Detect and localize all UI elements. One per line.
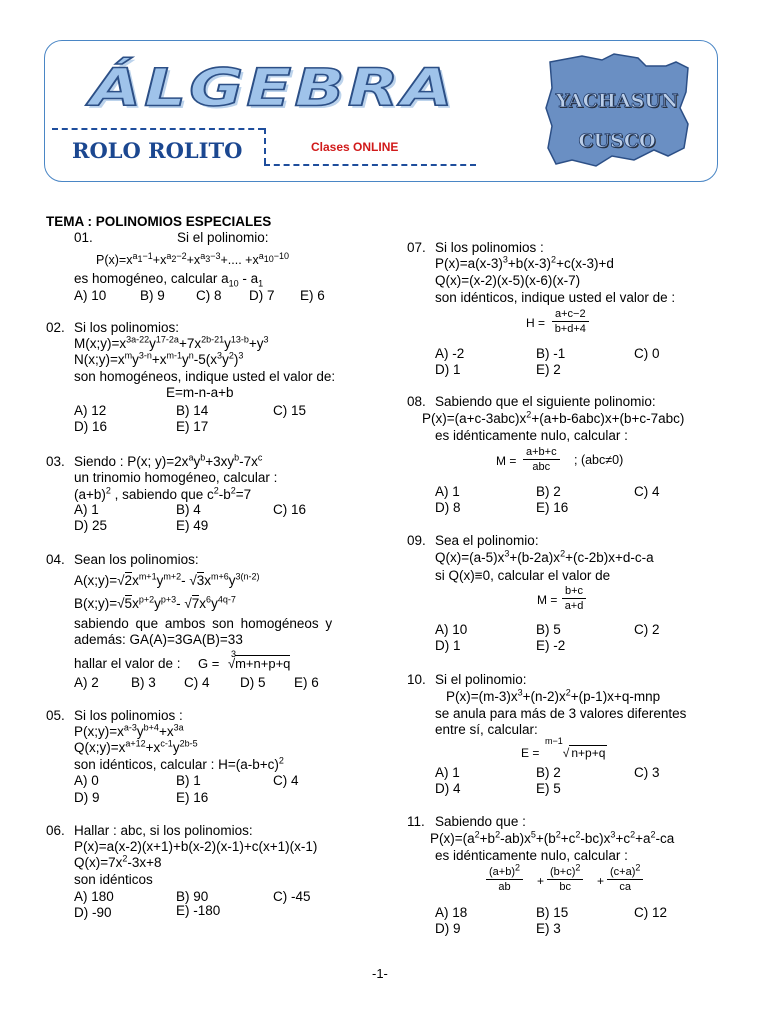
problem-number: 05. [46,708,65,723]
option: E) -180 [176,903,221,918]
option: A) 18 [435,905,468,920]
radical-expression: G = $^3$√m+n+p+q [198,648,291,671]
polynomial-expression: $P(x;y)=x^{a-3}y^{b+4}+x^{3a}$ [74,722,184,739]
option: D) 1 [435,362,461,377]
dashed-divider [52,128,264,130]
problem-number: 04. [46,552,65,567]
problem-number: 06. [46,823,65,838]
polynomial-expression: $Q(x;y)=x^{a+12}+x^{c-1}y^{2b-5}$ [74,738,198,755]
target-label: M = [537,593,558,607]
problem-intro: Sabiendo que : [435,814,526,829]
polynomial-expression: $P(x)=(m-3)x^3+(n-2)x^2+(p-1)x+q$-mnp [446,687,661,704]
problem-number: 01. [74,230,93,245]
problem-line: un trinomio homogéneo, calcular : [74,470,278,485]
option: A) 10 [74,288,107,303]
option: B) 2 [536,484,561,499]
badge-line-yachasun: YACHASUN [555,90,679,112]
polynomial-expression: $P(x)=a(x-3)^3+b(x-3)^2+c(x-3)+d$ [435,254,614,271]
problem-number: 09. [407,533,426,548]
plus-sign: + [597,874,605,888]
option: D) 9 [74,790,100,805]
polynomial-expression: $N(x;y)=x^my^{3-n}+x^{m-1}y^n-5(x^3y^2)^3$ [74,350,244,367]
polynomial-expression: P(x)=a(x-2)(x+1)+b(x-2)(x-1)+c(x+1)(x-1) [74,839,318,854]
fraction: a+b+c abc [523,446,560,473]
option: C) 4 [184,675,210,690]
cusco-map-badge [542,52,692,170]
polynomial-expression: $B(x;y)=√5x^{p+2}y^{p+3}-$ $√7x^6y^{4q-7}$ [74,594,236,611]
option: E) 17 [176,419,209,434]
problem-line: es idénticamente nulo, calcular : [435,848,628,863]
option: A) -2 [435,346,465,361]
option: A) 12 [74,403,107,418]
option: D) 25 [74,518,108,533]
polynomial-expression: $M(x;y)=x^{3a-22}y^{17-2a}+7x^{2b-21}y^{13-b}+y^3$ [74,334,269,351]
target-label: M = [496,454,517,468]
option: E) 2 [536,362,561,377]
condition: ; (abc≠0) [574,453,624,467]
option: B) 90 [176,889,209,904]
brand-name: ROLO ROLITO [72,138,243,163]
option: A) 10 [435,622,468,637]
option: B) 15 [536,905,569,920]
option: C) 16 [273,502,307,517]
option: E) 6 [300,288,325,303]
problem-intro: Si el polinomio: [435,672,527,687]
option: E) 16 [536,500,569,515]
topic-heading: TEMA : POLINOMIOS ESPECIALES [46,214,272,229]
dashed-divider [264,128,266,164]
page-number: -1- [372,966,388,981]
problem-line: se anula para más de 3 valores diferentes [435,706,687,721]
option: C) 4 [634,484,660,499]
option: B) 4 [176,502,201,517]
polynomial-expression: $P(x)=(a+c-3abc)x^2+(a+b-6abc)x+(b+c-7abc)$ [422,409,685,426]
problem-task: son homogéneos, indique usted el valor de: [74,369,336,384]
problem-line: si Q(x)≡0, calcular el valor de [435,568,611,583]
problem-number: 07. [407,240,426,255]
polynomial-expression: $A(x;y)=√2x^{m+1}y^{m+2}-$ $√3x^{m+6}y^{3(n-2)}$ [74,571,260,588]
option: E) 3 [536,921,561,936]
problem-line: es idénticamente nulo, calcular : [435,428,628,443]
target-label: H = [526,316,546,330]
option: C) 0 [634,346,660,361]
option: A) 1 [74,502,99,517]
option: C) 15 [273,403,307,418]
option: D) 9 [435,921,461,936]
problem-intro: Si los polinomios : [74,708,183,723]
problem-number: 11. [407,814,425,829]
option: C) 4 [273,773,299,788]
problem-task: es homogéneo, calcular $a_{10} - a_1$ [74,271,264,289]
option: A) 1 [435,765,460,780]
option: A) 0 [74,773,99,788]
option: E) 6 [294,675,319,690]
problem-number: 08. [407,394,426,409]
problem-intro: Si los polinomios: [74,320,180,335]
option: B) 9 [140,288,165,303]
plus-sign: + [537,874,545,888]
option: D) 8 [435,500,461,515]
polynomial-expression: $P(x)=x^{a_1-1}+x^{a_2-2}+x^{a_3-3}+$.... $+x^{a_{10}-10}$ [96,250,290,267]
target-expression: E=m-n-a+b [166,385,234,400]
radical-expression: $^{m-1}$√ n+p+q [545,736,606,760]
problem-line: son idénticos [74,872,153,887]
badge-line-cusco: CUSCO [578,130,656,152]
problem-intro: Siendo : P(x; $y)=2x^ay^b+3xy^b-7x^c$ [74,452,263,469]
option: E) 5 [536,781,561,796]
option: C) 8 [196,288,222,303]
option: B) 1 [176,773,201,788]
option: E) 49 [176,518,209,533]
option: D) -90 [74,905,112,920]
option: A) 2 [74,675,99,690]
option: C) 12 [634,905,668,920]
polynomial-expression: $Q(x)=7x^2-3x+8$ [74,853,162,870]
option: D) 5 [240,675,266,690]
problem-line: además: GA(A)=3GA(B)=33 [74,632,243,647]
subtitle-online: Clases ONLINE [311,140,399,154]
option: D) 1 [435,638,461,653]
polynomial-expression: $P(x)=(a^2+b^2-ab)x^5+(b^2+c^2-bc)x^3+c^2+a^2-ca$ [430,829,675,846]
problem-intro: Si el polinomio: [177,230,269,245]
problem-number: 03. [46,454,65,469]
algebra-logo-title: ÁLGEBRA [90,58,456,119]
problem-intro: Sabiendo que el siguiente polinomio: [435,394,656,409]
problem-intro: Hallar : abc, si los polinomios: [74,823,253,838]
option: D) 7 [249,288,275,303]
problem-line: entre sí, calcular: [435,722,538,737]
option: A) 1 [435,484,460,499]
problem-intro: Sean los polinomios: [74,552,199,567]
polynomial-expression: $Q(x)=(a-5)x^3+(b-2a)x^2+(c-2b)x+d-c-a$ [435,548,654,565]
problem-line: $(a+b)^2$ , sabiendo que $c^2-b^2=7$ [74,485,252,502]
problem-number: 02. [46,320,65,335]
problem-line: hallar el valor de : [74,656,181,671]
problem-line: son idénticos, indique usted el valor de : [435,290,676,305]
target-label: E = [521,746,540,760]
option: B) 3 [131,675,156,690]
problem-task: son idénticos, calcular : $H=(a-b+c)^2$ [74,755,284,772]
option: E) 16 [176,790,209,805]
option: B) 5 [536,622,561,637]
option: E) -2 [536,638,566,653]
problem-intro: Si los polinomios : [435,240,544,255]
option: B) -1 [536,346,566,361]
fraction: $(b+c)^2$ bc [547,866,583,893]
option: A) 180 [74,889,114,904]
option: B) 14 [176,403,209,418]
fraction: b+c a+d [562,585,586,612]
option: C) -45 [273,889,311,904]
polynomial-expression: Q(x)=(x-2)(x-5)(x-6)(x-7) [435,273,581,288]
problem-number: 10. [407,672,426,687]
option: C) 2 [634,622,660,637]
option: B) 2 [536,765,561,780]
fraction: $(c+a)^2$ ca [607,866,643,893]
option: D) 4 [435,781,461,796]
dashed-divider [264,164,476,166]
fraction: a+c−2 b+d+4 [552,308,589,335]
problem-intro: Sea el polinomio: [435,533,539,548]
option: C) 3 [634,765,660,780]
fraction: $(a+b)^2$ ab [486,866,523,893]
problem-line: sabiendo que ambos son homogéneos y [74,616,333,631]
option: D) 16 [74,419,108,434]
